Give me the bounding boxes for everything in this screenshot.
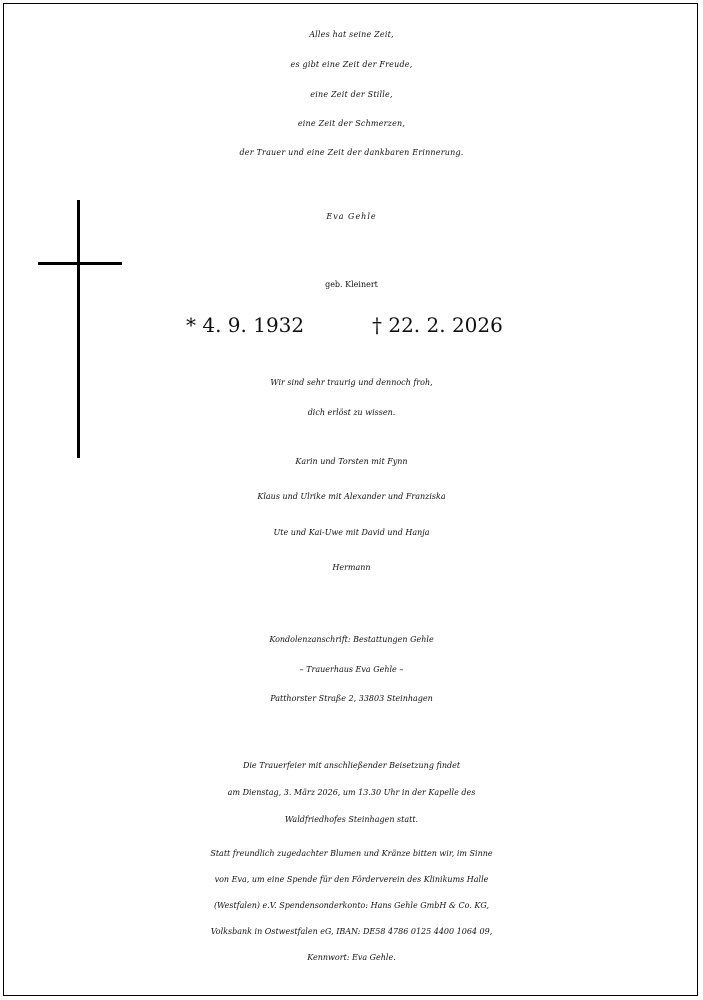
verse-line: eine Zeit der Schmerzen, (297, 119, 406, 128)
death-date: † 22. 2. 2026 (372, 313, 503, 337)
birth-name: geb. Kleinert (325, 280, 378, 289)
family-line: Karin und Torsten mit Fynn (295, 457, 408, 466)
cross-vertical-bar (77, 200, 80, 458)
quote-line: Wir sind sehr traurig und dennoch froh, (270, 378, 433, 387)
donation-line: Statt freundlich zugedachter Blumen und Kränze bitten wir, im Sinne (210, 849, 493, 858)
cross-horizontal-bar (38, 262, 122, 265)
birth-date: * 4. 9. 1932 (186, 313, 305, 337)
donation-line: von Eva, um eine Spende für den Förderverein des Klinikums Halle (214, 875, 489, 884)
address-line: Patthorster Straße 2, 33803 Steinhagen (270, 694, 433, 703)
deceased-name: Eva Gehle (326, 212, 377, 221)
verse-line: der Trauer und eine Zeit der dankbaren Erinnerung. (239, 148, 464, 157)
verse-line: Alles hat seine Zeit, (309, 30, 394, 39)
donation-line: Kennwort: Eva Gehle. (307, 953, 396, 962)
quote-line: dich erlöst zu wissen. (307, 408, 396, 417)
family-line: Klaus und Ulrike mit Alexander und Franziska (257, 492, 446, 501)
ceremony-line: Die Trauerfeier mit anschließender Beisetzung findet (242, 761, 461, 770)
verse-line: es gibt eine Zeit der Freude, (290, 60, 413, 69)
donation-line: (Westfalen) e.V. Spendensonderkonto: Hans Gehle GmbH & Co. KG, (213, 901, 490, 910)
family-line: Hermann (332, 563, 371, 572)
address-line: Kondolenzanschrift: Bestattungen Gehle (269, 635, 434, 644)
ceremony-line: Waldfriedhofes Steinhagen statt. (284, 815, 419, 824)
address-line: – Trauerhaus Eva Gehle – (299, 665, 404, 674)
verse-line: eine Zeit der Stille, (310, 90, 393, 99)
family-line: Ute und Kai-Uwe mit David und Hanja (273, 528, 430, 537)
donation-line: Volksbank in Ostwestfalen eG, IBAN: DE58 4786 0125 4400 1064 09, (210, 927, 493, 936)
ceremony-line: am Dienstag, 3. März 2026, um 13.30 Uhr in der Kapelle des (227, 788, 476, 797)
